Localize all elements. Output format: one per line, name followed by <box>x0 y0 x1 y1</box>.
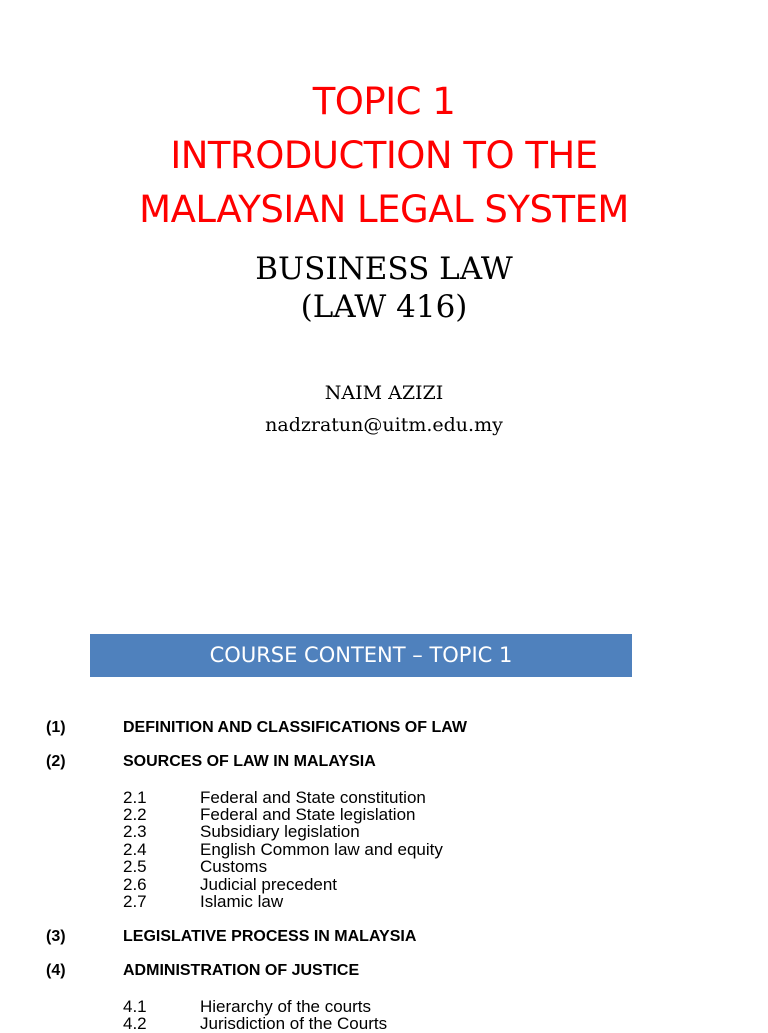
item-number: (4) <box>46 962 66 979</box>
subitem-number: 2.2 <box>123 805 147 824</box>
subitem-number: 2.7 <box>123 892 147 911</box>
subitem-label: Subsidiary legislation <box>200 822 360 841</box>
author-name: NAIM AZIZI <box>324 382 444 404</box>
subitem-number: 2.3 <box>123 822 147 841</box>
item-number: (2) <box>46 753 66 770</box>
item-label: DEFINITION AND CLASSIFICATIONS OF LAW <box>123 719 467 736</box>
course-content-heading: COURSE CONTENT – TOPIC 1 <box>90 634 632 677</box>
subitem-label: Islamic law <box>200 892 284 911</box>
title-line-2: MALAYSIAN LEGAL SYSTEM <box>139 188 629 231</box>
item-number: (3) <box>46 928 66 945</box>
topic-title: TOPIC 1 <box>312 80 456 123</box>
subitem-number: 2.4 <box>123 840 147 859</box>
item-label: ADMINISTRATION OF JUSTICE <box>123 962 360 979</box>
subitem-number: 2.1 <box>123 788 147 807</box>
subitem-number: 2.6 <box>123 875 147 894</box>
item-label: SOURCES OF LAW IN MALAYSIA <box>123 753 376 770</box>
title-line-1: INTRODUCTION TO THE <box>170 134 598 177</box>
subitem-label: English Common law and equity <box>200 840 443 859</box>
subitem-number: 4.1 <box>123 997 147 1016</box>
subitem-label: Jurisdiction of the Courts <box>200 1014 388 1033</box>
course-code: (LAW 416) <box>300 289 468 325</box>
item-label: LEGISLATIVE PROCESS IN MALAYSIA <box>123 928 417 945</box>
author-email: nadzratun@uitm.edu.my <box>265 414 503 436</box>
subitem-number: 2.5 <box>123 857 147 876</box>
item-number: (1) <box>46 719 66 736</box>
subitem-number: 4.2 <box>123 1014 147 1033</box>
subitem-label: Judicial precedent <box>200 875 338 894</box>
subitem-label: Federal and State legislation <box>200 805 416 824</box>
subitem-label: Federal and State constitution <box>200 788 426 807</box>
course-name: BUSINESS LAW <box>255 251 513 287</box>
subitem-label: Hierarchy of the courts <box>200 997 372 1016</box>
subitem-label: Customs <box>200 857 268 876</box>
